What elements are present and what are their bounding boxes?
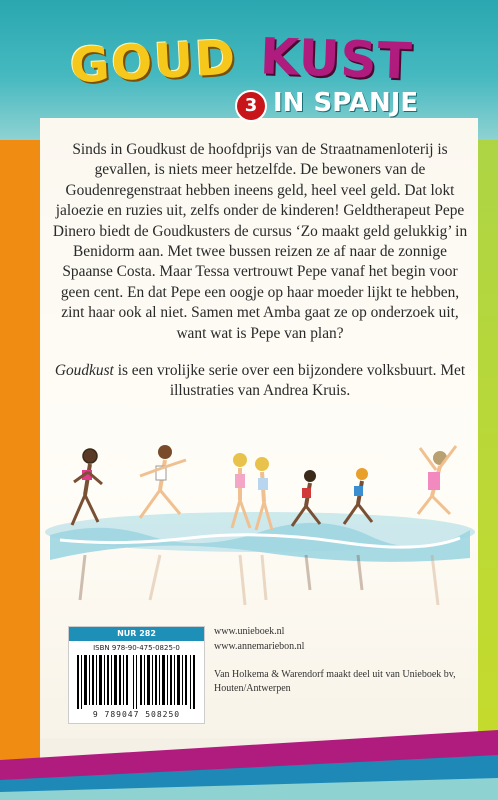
blurb-paragraph-1: Sinds in Goudkust de hoofdprijs van de Straatnamenloterij is gevallen, is niets meer hetzelfde. De bewoners van de Goudenregenstraat hebben ineens geld, heel veel geld. Dat lokt jaloezie en ruzies uit, zelfs onder de kinderen! Geldtherapeut Pepe Dinero biedt de Goudkusters de cursus ‘Zo maakt geld gelukkig’ in Benidorm aan. Met twee bussen reizen ze af naar de zonnige Spaanse Costa. Maar Tessa vertrouwt Pepe vanaf het begin voor geen cent. En dat Pepe een oogje op haar moeder lijkt te hebben, zint haar ook al niet. Samen met Amba gaat ze op onderzoek uit, want wat is Pepe van plan? — [52, 141, 468, 342]
back-cover-blurb — [50, 140, 470, 419]
blurb-paragraph-2 — [50, 361, 470, 402]
blurb-paragraph-2-text: is een vrolijke serie over een bijzondere volksbuurt. Met illustraties van Andrea Kruis. — [113, 362, 466, 400]
website-unieboek: www.unieboek.nl — [214, 626, 285, 637]
logo-subtitle: IN SPANJE — [273, 88, 419, 118]
water-reflections — [80, 555, 438, 605]
child-figure-2 — [140, 445, 186, 518]
isbn-number: ISBN 978-90-475-0825-0 — [93, 644, 180, 652]
logo-word-goud: GOUD — [68, 29, 239, 95]
barcode-digits: 9 789047 508250 — [92, 710, 181, 719]
child-figure-1 — [72, 449, 102, 525]
logo-word-kust: KUST — [259, 27, 414, 91]
publisher-note: Van Holkema & Warendorf maakt deel uit van Unieboek bv, Houten/Antwerpen — [214, 669, 456, 694]
illustration-running-children — [40, 440, 478, 630]
series-logo — [68, 27, 430, 120]
website-list — [214, 624, 304, 654]
child-figure-7 — [418, 446, 456, 514]
volume-number-badge: 3 — [235, 90, 267, 122]
series-title-italic: Goudkust — [54, 362, 114, 380]
nur-code: NUR 282 — [69, 627, 204, 641]
bottom-color-bands — [0, 700, 498, 800]
website-annemariebon: www.annemariebon.nl — [214, 641, 305, 652]
